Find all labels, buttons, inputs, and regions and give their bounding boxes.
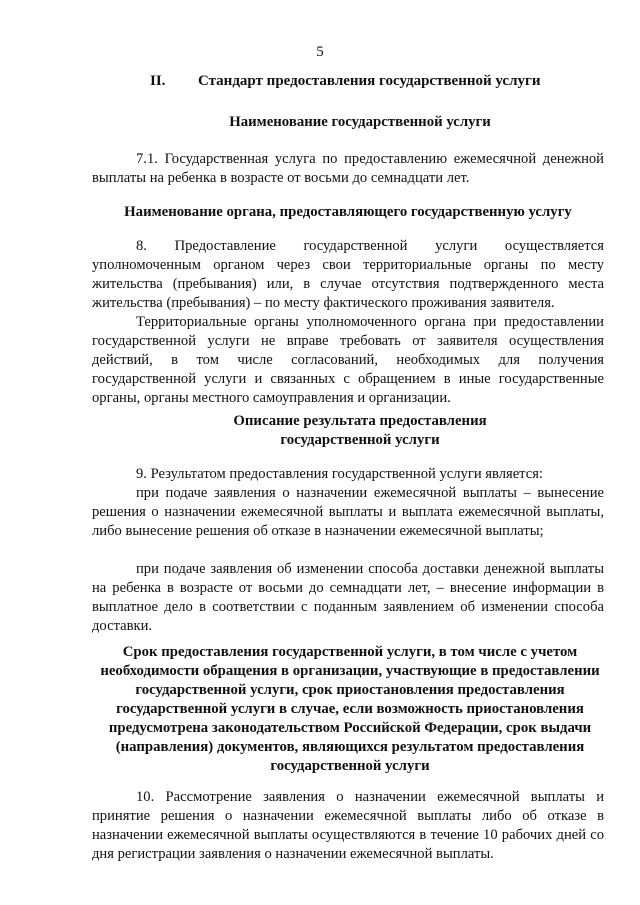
heading-result-line-2: государственной услуги	[280, 432, 440, 448]
heading-result-line-1: Описание результата предоставления	[233, 413, 487, 429]
paragraph-8-continued: Территориальные органы уполномоченного органа при предоставлении государственной услуги не вправе требовать от заявителя осуществления действий, в том числе согласований, необходимых для получения государственной услуги и связанных с обращением в иные государственные органы, органы местного самоуправления и организации.	[92, 314, 604, 406]
paragraph-9-item-2: при подаче заявления об изменении способа доставки денежной выплаты на ребенка в возрасте от восьми до семнадцати лет, – внесение информации в выплатное дело в соответствии с поданным заявлением об изменении способа доставки.	[92, 561, 604, 634]
paragraph-8: 8. Предоставление государственной услуги осуществляется уполномоченным органом через свои территориальные органы по месту жительства (пребывания) или, в случае отсутствия подтвержденного места жительства (пребывания) – по месту фактического проживания заявителя.	[92, 238, 604, 311]
paragraph-10: 10. Рассмотрение заявления о назначении ежемесячной выплаты и принятие решения о назначении ежемесячной выплаты либо об отказе в назначении ежемесячной выплаты осуществляются в течение 10 рабочих дней со дня регистрации заявления о назначении ежемесячной выплаты.	[92, 789, 604, 862]
paragraph-7-1: 7.1. Государственная услуга по предоставлению ежемесячной денежной выплаты на ребенка в возрасте от восьми до семнадцати лет.	[92, 151, 604, 186]
section-heading	[150, 72, 570, 91]
heading-authority: Наименование органа, предоставляющего государственную услугу	[124, 204, 572, 220]
page-number: 5	[316, 44, 324, 60]
paragraph-9: 9. Результатом предоставления государственной услуги является:	[136, 466, 543, 482]
section-number: II.	[150, 73, 166, 89]
paragraph-9-item-1: при подаче заявления о назначении ежемесячной выплаты – вынесение решения о назначении ежемесячной выплаты и выплата ежемесячной выплаты, либо вынесение решения об отказе в назначении ежемесячной выплаты;	[92, 485, 604, 539]
section-title: Стандарт предоставления государственной услуги	[198, 73, 541, 89]
heading-term: Срок предоставления государственной услуги, в том числе с учетом необходимости обращения в организации, участвующие в предоставлении государственной услуги, срок приостановления предоставления государственной услуги в случае, если возможность приостановления предусмотрена законодательством Российской Федерации, срок выдачи (направления) документов, являющихся результатом предоставления государственной услуги	[100, 644, 600, 774]
heading-service-name: Наименование государственной услуги	[229, 114, 491, 130]
